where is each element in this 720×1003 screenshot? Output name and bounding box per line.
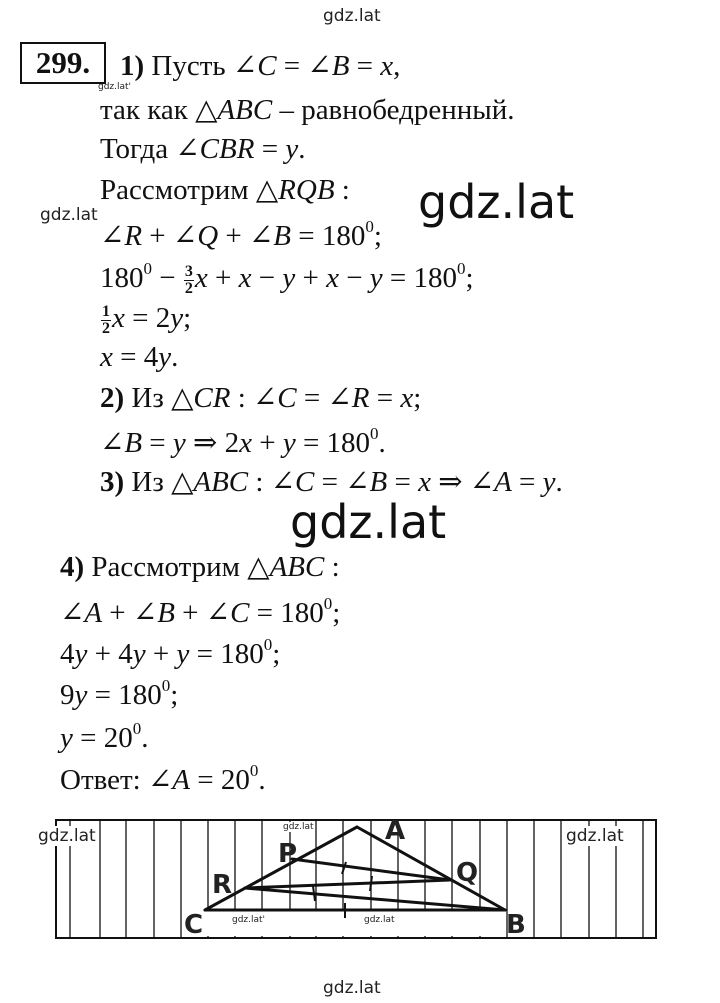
- label-P: P: [278, 839, 298, 869]
- solution-line-6: $180^0$ − $\frac{3}{2}$ $x + x - y + x - y = 180^0$;: [100, 259, 474, 297]
- solution-line-14: $4y + 4y + y = 180^0$;: [60, 635, 281, 670]
- watermark-figure-right: gdz.lat: [566, 826, 624, 846]
- problem-number: 299.: [20, 42, 106, 84]
- solution-line-7: $\frac{1}{2}$ x = 2y;: [102, 302, 192, 337]
- watermark-tiny-1: gdz.lat': [98, 82, 132, 92]
- solution-line-9: 2) Из △CR : ∠C = ∠R = x;: [100, 382, 422, 414]
- solution-line-12: 4) Рассмотрим △ABC :: [60, 551, 340, 583]
- solution-line-13: ∠A + ∠B + ∠C = $180^0$;: [60, 594, 341, 629]
- watermark-figure-left: gdz.lat: [38, 826, 96, 846]
- watermark-tiny-2: gdz.lat: [283, 822, 314, 832]
- watermark-bottom: gdz.lat: [323, 978, 381, 998]
- label-C: C: [184, 910, 204, 940]
- watermark-big-1: gdz.lat: [418, 175, 575, 229]
- label-Q: Q: [456, 858, 479, 888]
- solution-line-16: $y = 20^0$.: [60, 719, 149, 754]
- solution-line-11: 3) Из △ABC : ∠C = ∠B = x ⇒ ∠A = y.: [100, 466, 563, 498]
- watermark-tiny-4: gdz.lat: [364, 915, 395, 925]
- watermark-left: gdz.lat: [40, 205, 98, 225]
- fraction-three-halves: $\frac{3}{2}$: [184, 262, 193, 297]
- segment-RQ: [245, 880, 450, 888]
- solution-line-17: Ответ: ∠A = $20^0$.: [60, 761, 266, 796]
- watermark-top: gdz.lat: [323, 6, 381, 26]
- watermark-tiny-3: gdz.lat': [232, 915, 266, 925]
- solution-line-8: x = 4y.: [100, 341, 179, 373]
- segment-RB: [245, 888, 505, 910]
- label-B: B: [506, 910, 526, 940]
- solution-line-15: $9y = 180^0$;: [60, 676, 179, 711]
- side-AB: [357, 827, 505, 910]
- solution-line-5: ∠R + ∠Q + ∠B = $180^0$;: [100, 217, 382, 252]
- tick-RQ: [370, 876, 372, 891]
- watermark-big-2: gdz.lat: [290, 495, 447, 549]
- solution-line-4: Рассмотрим △RQB :: [100, 174, 350, 206]
- label-A: A: [385, 816, 406, 846]
- solution-line-2: так как △ABC – равнобедренный.: [100, 94, 515, 126]
- solution-line-3: Тогда ∠CBR = y.: [100, 133, 306, 165]
- solution-line-1: 1) Пусть ∠C = ∠B = x,: [120, 50, 401, 82]
- tick-RB: [313, 886, 315, 901]
- label-R: R: [212, 870, 233, 900]
- solution-line-10: ∠B = y ⇒ $2x + y = 180^0$.: [100, 424, 386, 459]
- fraction-one-half: $\frac{1}{2}$: [102, 303, 110, 337]
